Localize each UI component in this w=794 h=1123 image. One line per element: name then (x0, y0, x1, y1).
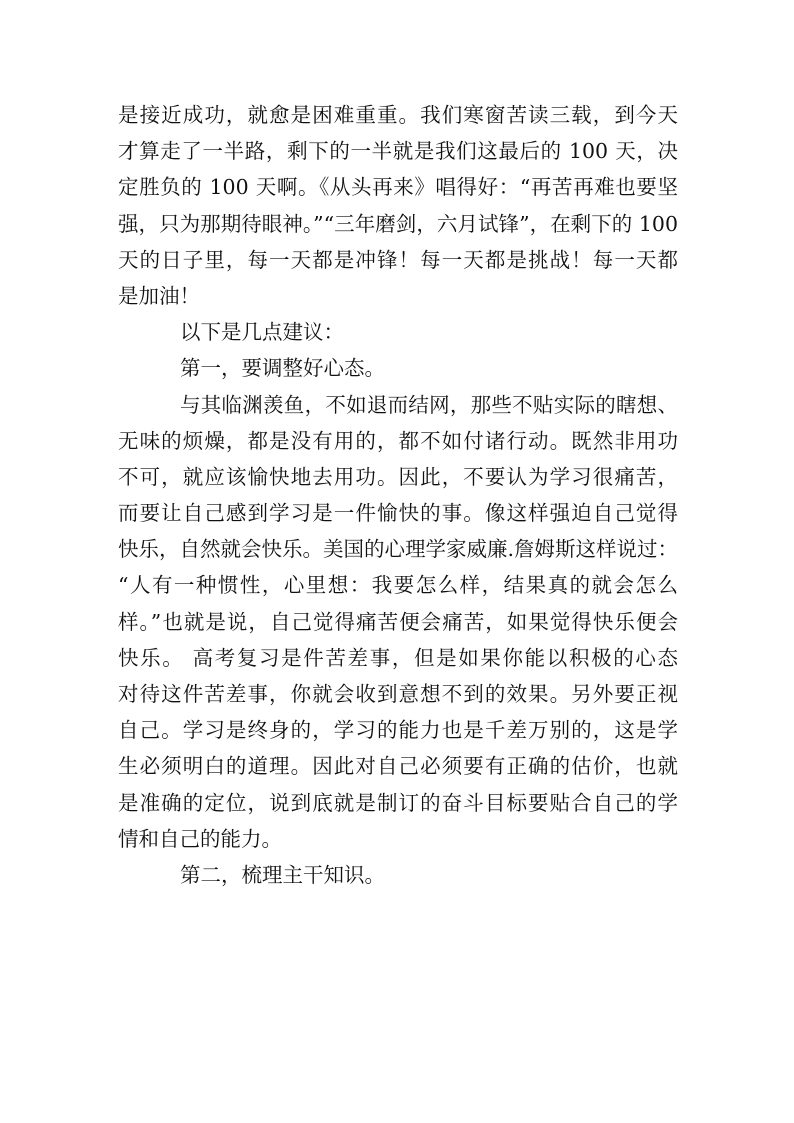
text-line: 情和自己的能力。 (118, 826, 282, 851)
text-line: 快乐，自然就会快乐。美国的心理学家威廉.詹姆斯这样说过： (118, 537, 679, 562)
text-line: 对待这件苦差事，你就会收到意想不到的效果。另外要正视 (118, 682, 678, 706)
text-line: 样。”也就是说，自己觉得痛苦便会痛苦，如果觉得快乐便会 (118, 609, 678, 634)
text-line: 天的日子里，每一天都是冲锋！每一天都是挑战！每一天都 (118, 247, 678, 272)
text-line: 快乐。 高考复习是件苦差事，但是如果你能以积极的心态 (118, 645, 678, 670)
text-line: 定胜负的 100 天啊。《从头再来》唱得好：“再苦再难也要坚 (118, 175, 678, 200)
body-text (118, 97, 678, 893)
text-line: 是接近成功，就愈是困难重重。我们寒窗苦读三载，到今天 (118, 103, 678, 127)
text-line: 不可，就应该愉快地去用功。因此，不要认为学习很痛苦， (118, 464, 678, 489)
section-heading-1: 第一，要调整好心态。 (180, 356, 385, 381)
text-line: 是准确的定位，说到底就是制订的奋斗目标要贴合自己的学 (118, 790, 678, 815)
text-line: 自己。学习是终身的，学习的能力也是千差万别的，这是学 (118, 718, 678, 743)
text-line: 强，只为那期待眼神。”“三年磨剑，六月试锋”，在剩下的 100 (118, 211, 678, 236)
text-line: 生必须明白的道理。因此对自己必须要有正确的估价，也就 (118, 754, 678, 779)
text-line: 而要让自己感到学习是一件愉快的事。像这样强迫自己觉得 (118, 501, 678, 526)
text-line: 无味的烦燥，都是没有用的，都不如付诸行动。既然非用功 (118, 428, 678, 453)
text-line: 是加油！ (118, 283, 200, 308)
text-line: “人有一种惯性，心里想：我要怎么样，结果真的就会怎么 (118, 573, 678, 598)
section-heading-2: 第二，梳理主干知识。 (180, 862, 385, 887)
text-line: 才算走了一半路，剩下的一半就是我们这最后的 100 天，决 (118, 139, 678, 164)
text-line: 与其临渊羡鱼，不如退而结网，那些不贴实际的瞎想、 (180, 392, 678, 417)
paragraph-intro: 以下是几点建议： (180, 320, 344, 345)
